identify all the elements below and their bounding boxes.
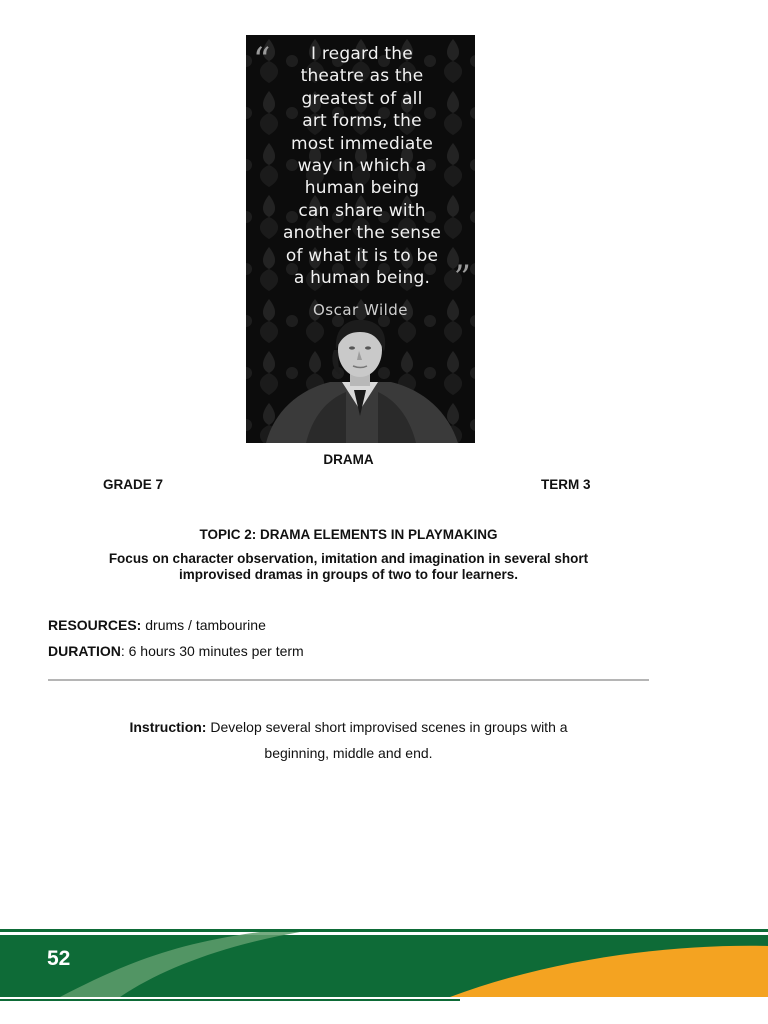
quote-line: I regard the (311, 44, 413, 64)
resources-label: RESOURCES: (48, 617, 142, 633)
close-quote-mark: ” (453, 258, 471, 298)
grade-label: GRADE 7 (103, 477, 164, 492)
instruction-body: Develop several short improvised scenes in groups with a beginning, middle and end. (206, 719, 568, 761)
resources-value: drums / tambourine (141, 617, 266, 633)
quote-text (256, 43, 468, 289)
page-number: 52 (47, 947, 71, 970)
quote-line: way in which a (297, 156, 427, 177)
quote-line: can share with (298, 200, 426, 221)
term-label: TERM 3 (541, 477, 591, 492)
topic-focus: Focus on character observation, imitation and imagination in several short improvised dramas in groups of two to four learners. (108, 551, 589, 582)
instruction-label: Instruction: (129, 719, 207, 735)
quote-line: most immediate (290, 133, 434, 154)
quote-line: of what it is to be (285, 245, 439, 266)
topic-title: TOPIC 2: DRAMA ELEMENTS IN PLAYMAKING (199, 527, 498, 542)
divider (48, 679, 649, 681)
quote-line: greatest of all (301, 88, 423, 109)
quote-line: another the sense (283, 223, 441, 244)
quote-line: a human being. (293, 268, 431, 289)
duration-value: : 6 hours 30 minutes per term (120, 643, 304, 659)
quote-poster (246, 35, 475, 443)
quote-line: human being (304, 178, 420, 199)
open-quote-mark: “ (253, 40, 271, 80)
resources-line (48, 617, 266, 633)
instruction-text (110, 714, 587, 766)
footer-banner (0, 926, 768, 1024)
subject-heading: DRAMA (323, 452, 374, 467)
quote-line: theatre as the (300, 66, 424, 87)
duration-label: DURATION (48, 643, 121, 659)
author-portrait (246, 320, 475, 443)
quote-line: art forms, the (302, 111, 422, 132)
duration-line (48, 643, 304, 659)
quote-author: Oscar Wilde (312, 301, 409, 319)
